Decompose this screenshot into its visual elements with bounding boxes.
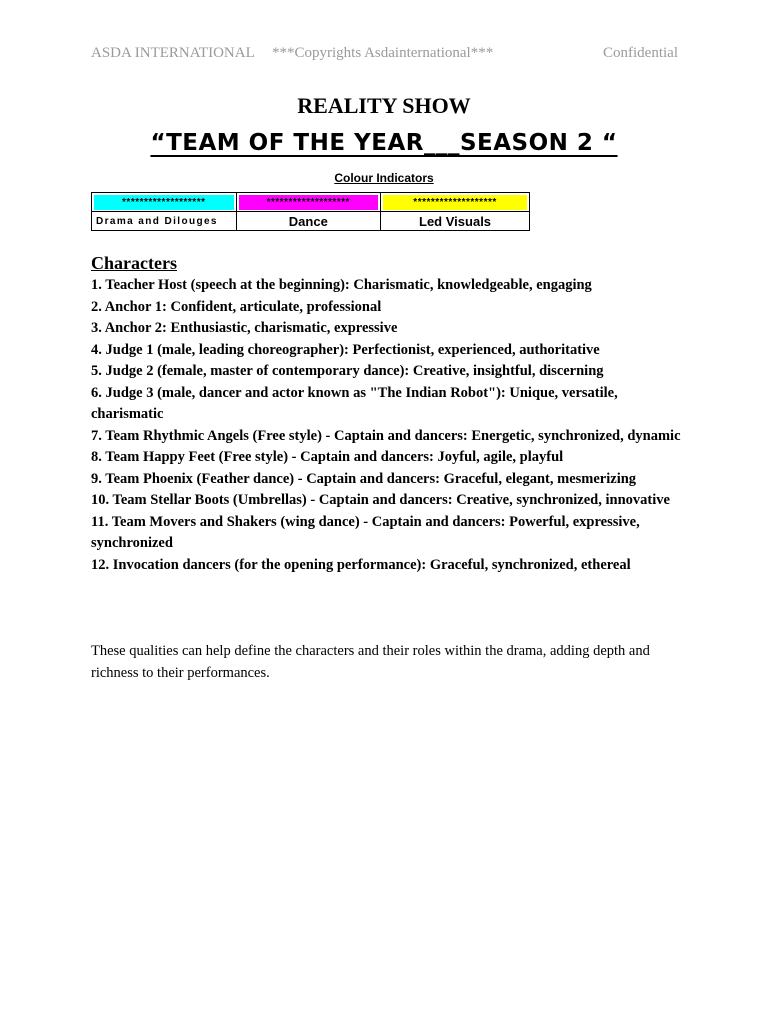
closing-paragraph: These qualities can help define the characters and their roles within the drama, adding depth and richness to their performances. [91, 643, 650, 681]
header-copyright: ***Copyrights Asdainternational*** [272, 45, 494, 61]
swatch-led: ******************* [383, 195, 527, 210]
list-item: 2. Anchor 1: Confident, articulate, professional [91, 298, 382, 315]
label-drama: Drama and Dilouges [92, 212, 237, 231]
list-item: 1. Teacher Host (speech at the beginning): Charismatic, knowledgeable, engaging [91, 277, 592, 293]
label-row [92, 212, 530, 231]
list-item: 10. Team Stellar Boots (Umbrellas) - Captain and dancers: Creative, synchronized, innovative [91, 492, 670, 508]
list-item: 3. Anchor 2: Enthusiastic, charismatic, expressive [91, 320, 398, 336]
label-dance: Dance [236, 212, 381, 231]
swatch-cell-dance [236, 193, 381, 212]
label-led: Led Visuals [381, 212, 530, 231]
swatch-row [92, 193, 530, 212]
swatch-drama: ******************* [94, 195, 234, 210]
subtitle-text: “TEAM OF THE YEAR___SEASON 2 “ [150, 130, 618, 156]
list-item: 4. Judge 1 (male, leading choreographer): Perfectionist, experienced, authoritative [91, 341, 600, 358]
colour-indicator-table [91, 192, 530, 231]
list-item: 5. Judge 2 (female, master of contemporary dance): Creative, insightful, discerning [91, 363, 604, 379]
list-item: 7. Team Rhythmic Angels (Free style) - Captain and dancers: Energetic, synchronized, dynamic [91, 427, 681, 444]
colour-indicators-label: Colour Indicators [334, 171, 434, 185]
list-item: 8. Team Happy Feet (Free style) - Captain and dancers: Joyful, agile, playful [91, 449, 564, 465]
page-title: REALITY SHOW [297, 93, 471, 118]
characters-list [91, 275, 681, 576]
swatch-cell-led [381, 193, 530, 212]
list-item: 11. Team Movers and Shakers (wing dance) - Captain and dancers: Powerful, expressive, synchronized [91, 513, 640, 551]
list-item: 6. Judge 3 (male, dancer and actor known as "The Indian Robot"): Unique, versatile, charismatic [91, 384, 618, 422]
header-confidential: Confidential [603, 45, 678, 61]
list-item: 9. Team Phoenix (Feather dance) - Captain and dancers: Graceful, elegant, mesmerizing [91, 470, 637, 487]
swatch-cell-drama [92, 193, 237, 212]
characters-heading: Characters [91, 253, 177, 273]
list-item: 12. Invocation dancers (for the opening performance): Graceful, synchronized, ethereal [91, 556, 631, 573]
page-subtitle [0, 130, 768, 156]
header-company: ASDA INTERNATIONAL [91, 45, 255, 61]
swatch-dance: ******************* [239, 195, 379, 210]
